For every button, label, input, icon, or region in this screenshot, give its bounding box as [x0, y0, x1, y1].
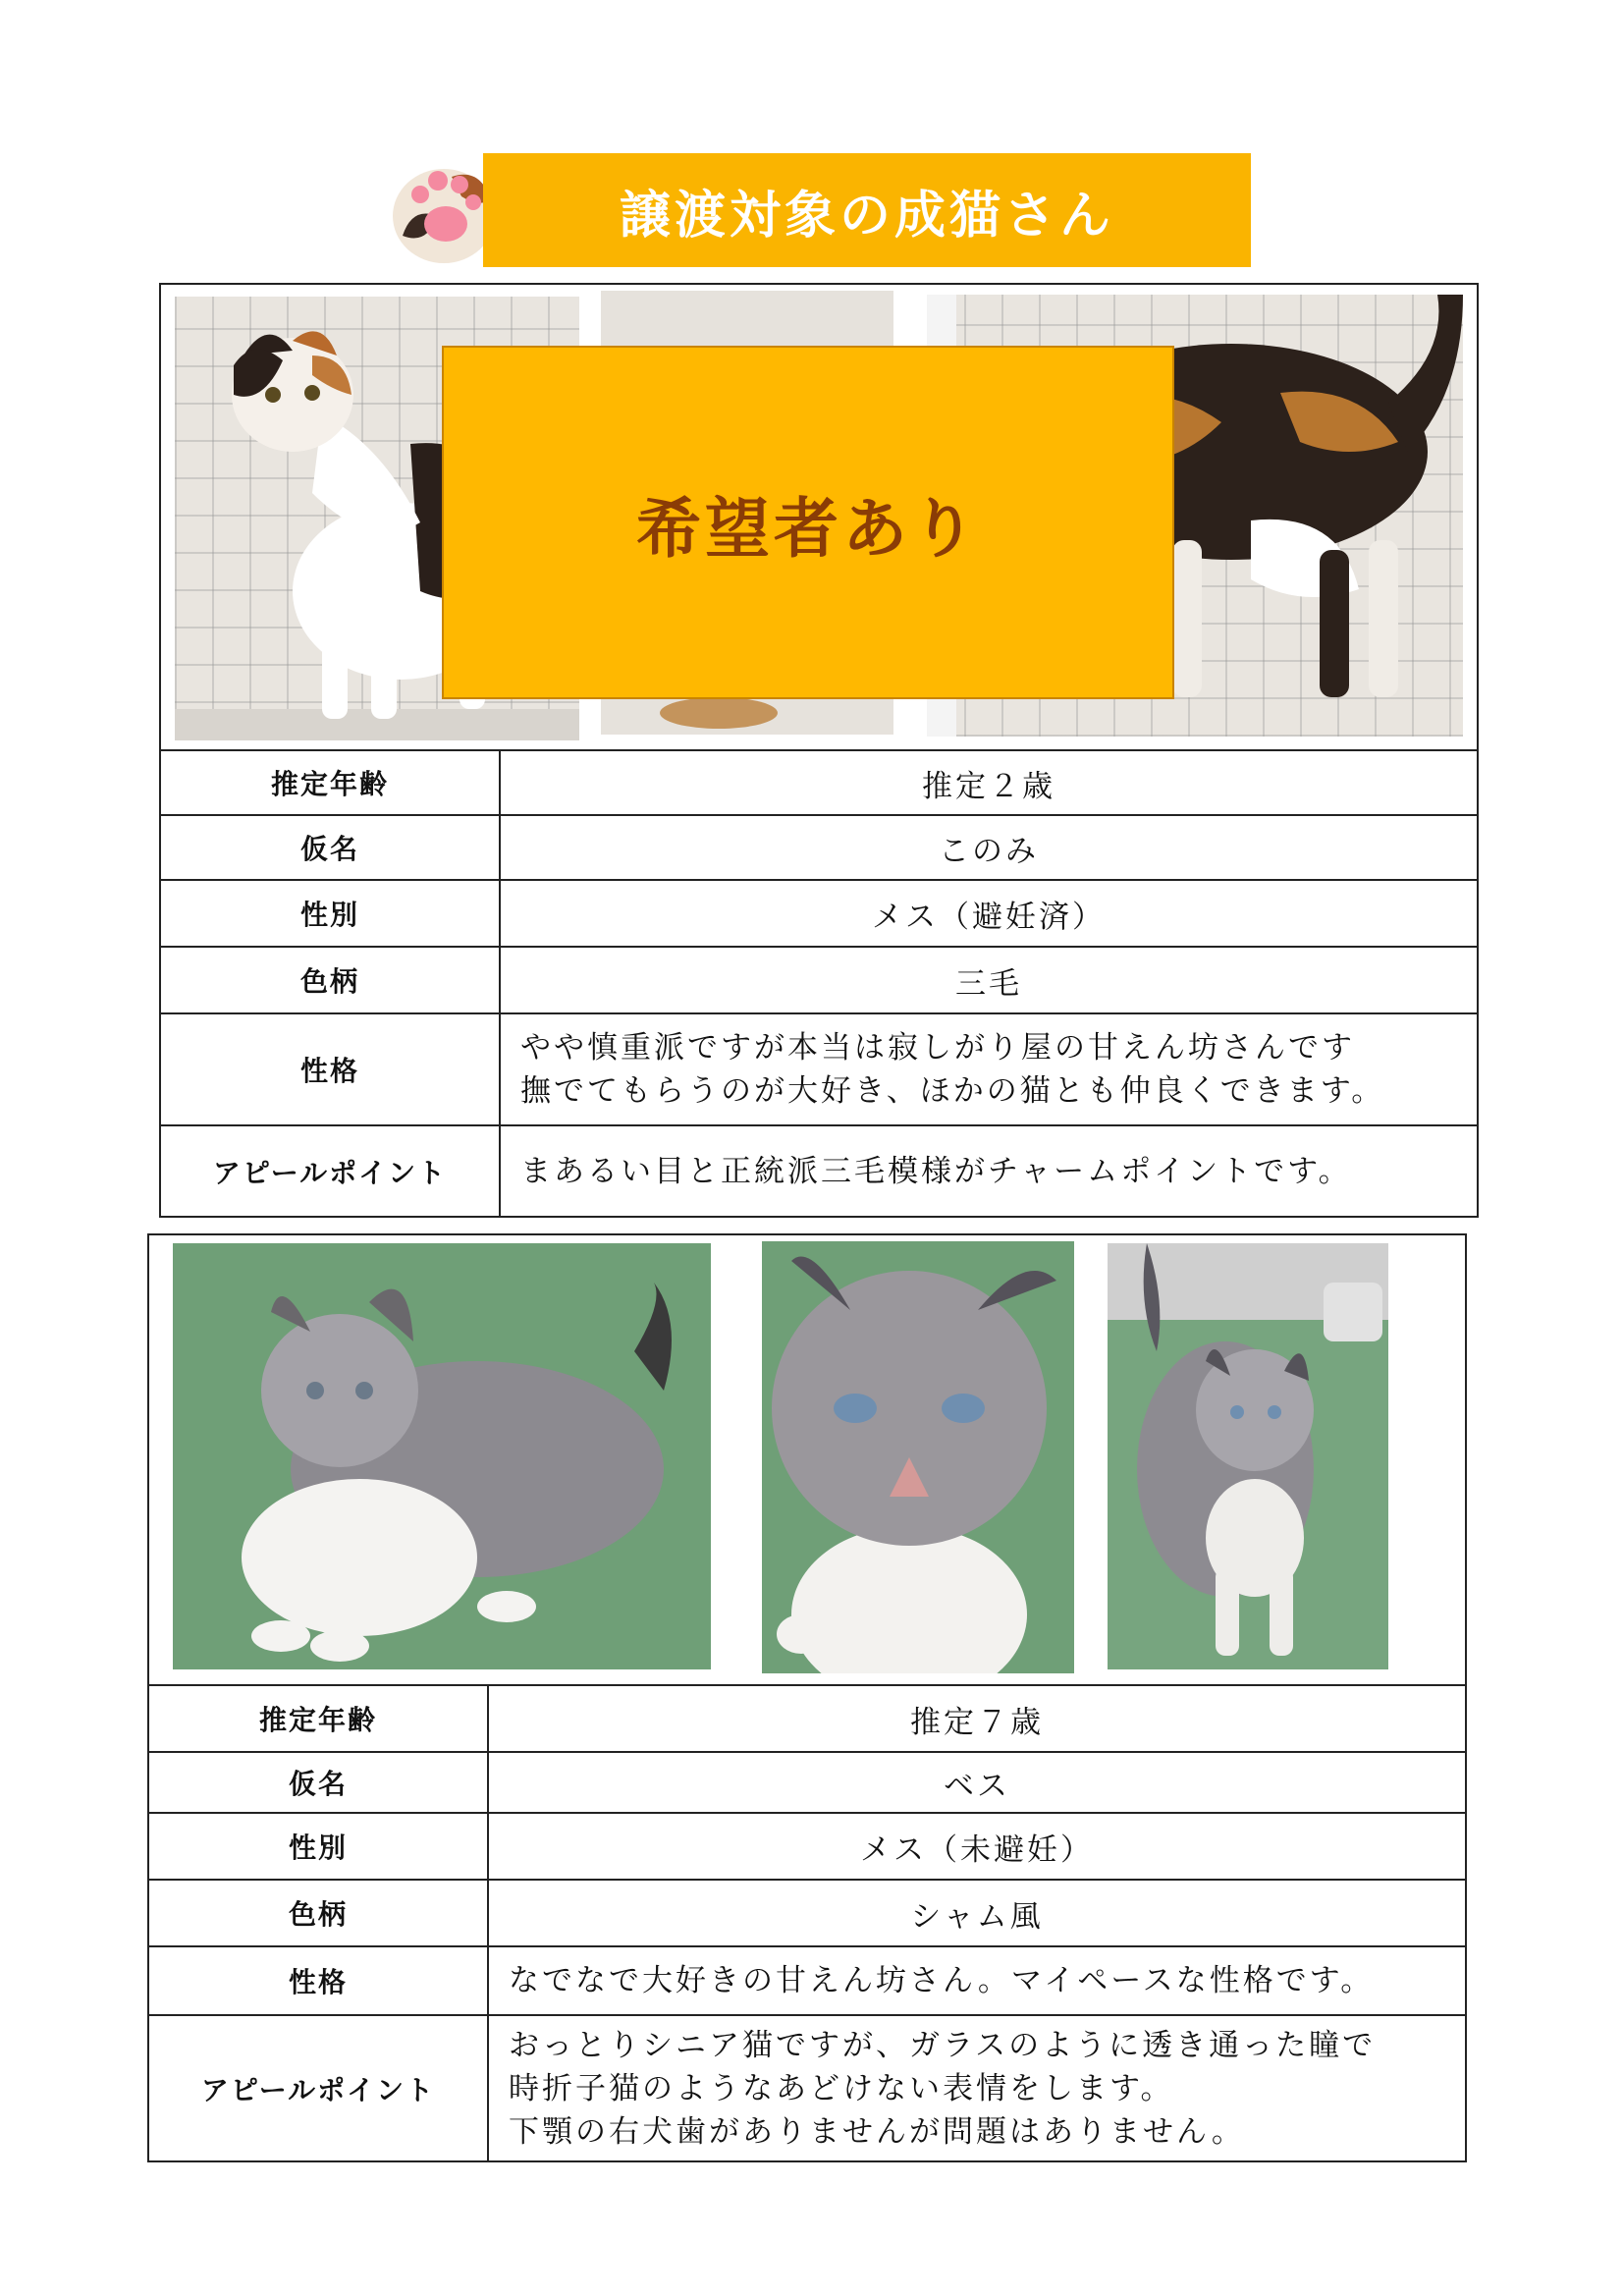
- table-row: [149, 1880, 1465, 1946]
- value-line: 時折子猫のようなあどけない表情をします。: [509, 2070, 1174, 2106]
- row-value: なでなで大好きの甘えん坊さん。マイペースな性格です。: [488, 1946, 1465, 2015]
- row-value: まあるい目と正統派三毛模様がチャームポイントです。: [500, 1125, 1477, 1216]
- cat-card-1: [159, 283, 1479, 1218]
- value-line: 撫でてもらうのが大好き、ほかの猫とも仲良くできます。: [520, 1073, 1385, 1109]
- table-row: [149, 1946, 1465, 2015]
- row-label: 色柄: [161, 947, 500, 1013]
- table-row: [161, 815, 1477, 880]
- cat-2-photo-3: [1108, 1243, 1388, 1669]
- reserved-label: 希望者あり: [636, 490, 980, 567]
- row-value: メス（避妊済）: [500, 880, 1477, 947]
- row-value: このみ: [500, 815, 1477, 880]
- cat-2-photo-2: [762, 1241, 1074, 1673]
- row-label: アピールポイント: [161, 1125, 500, 1216]
- value-line: やや慎重派ですが本当は寂しがり屋の甘えん坊さんです: [520, 1030, 1355, 1066]
- cat-2-info-table: [149, 1684, 1465, 2160]
- row-value: 推定７歳: [488, 1685, 1465, 1752]
- row-value: [500, 1013, 1477, 1125]
- siamese-cat-image-1: [173, 1243, 711, 1669]
- reserved-overlay: [442, 346, 1174, 699]
- table-row: [161, 880, 1477, 947]
- row-label: 色柄: [149, 1880, 488, 1946]
- row-value: [488, 2015, 1465, 2160]
- table-row: [149, 1813, 1465, 1880]
- siamese-cat-image-3: [1108, 1243, 1388, 1669]
- header-banner: [483, 153, 1251, 267]
- cat-2-photos: [149, 1235, 1465, 1677]
- row-label: 性別: [161, 880, 500, 947]
- row-value: ベス: [488, 1752, 1465, 1813]
- row-value: シャム風: [488, 1880, 1465, 1946]
- row-label: アピールポイント: [149, 2015, 488, 2160]
- row-label: 性格: [161, 1013, 500, 1125]
- cat-card-2: [147, 1233, 1467, 2162]
- page-title: 譲渡対象の成猫さん: [619, 186, 1114, 246]
- row-label: 推定年齢: [161, 750, 500, 815]
- row-value: 三毛: [500, 947, 1477, 1013]
- table-row: [149, 2015, 1465, 2160]
- row-value: 推定２歳: [500, 750, 1477, 815]
- siamese-cat-image-2: [762, 1241, 1074, 1673]
- row-label: 仮名: [161, 815, 500, 880]
- row-label: 性別: [149, 1813, 488, 1880]
- cat-1-photos: [161, 285, 1477, 746]
- row-label: 仮名: [149, 1752, 488, 1813]
- table-row: [161, 750, 1477, 815]
- row-label: 性格: [149, 1946, 488, 2015]
- row-label: 推定年齢: [149, 1685, 488, 1752]
- cat-2-photo-1: [173, 1243, 711, 1669]
- row-value: メス（未避妊）: [488, 1813, 1465, 1880]
- table-row: [149, 1752, 1465, 1813]
- value-line: おっとりシニア猫ですが、ガラスのように透き通った瞳で: [509, 2027, 1377, 2063]
- value-line: 下顎の右犬歯がありませんが問題はありません。: [509, 2113, 1245, 2150]
- table-row: [161, 1013, 1477, 1125]
- table-row: [149, 1685, 1465, 1752]
- cat-1-info-table: [161, 749, 1477, 1216]
- table-row: [161, 1125, 1477, 1216]
- table-row: [161, 947, 1477, 1013]
